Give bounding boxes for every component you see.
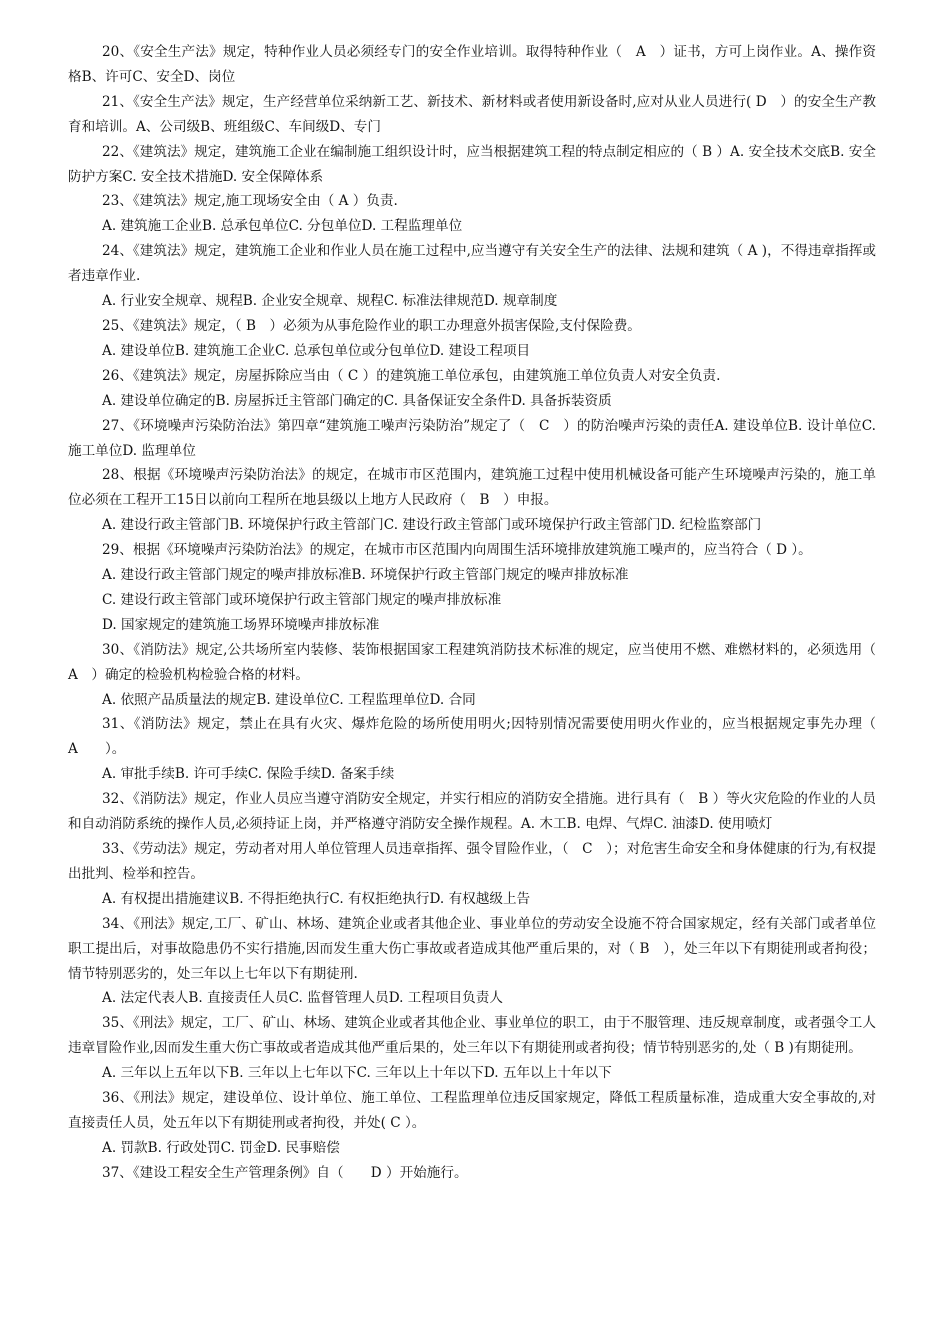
question-paragraph: 21、《安全生产法》规定，生产经营单位采纳新工艺、新技术、新材料或者使用新设备时,应对从业人员进行( D ）的安全生产教育和培训。A、公司级B、班组级C、车间级D、专门 — [68, 93, 876, 135]
question-paragraph: 31、《消防法》规定，禁止在具有火灾、爆炸危险的场所使用明火;因特别情况需要使用明火作业的，应当根据规定事先办理（ A ）。 — [68, 716, 890, 758]
answer-options: A. 行业安全规章、规程B. 企业安全规章、规程C. 标准法律规范D. 规章制度 — [102, 293, 558, 310]
question-paragraph: 34、《刑法》规定,工厂、矿山、林场、建筑企业或者其他企业、事业单位的劳动安全设施不符合国家规定，经有关部门或者单位职工提出后，对事故隐患仍不实行措施,因而发生重大伤亡事故或者造成其他严重后果的，对（ B ），处三年以下有期徒刑或者拘役；情节特别恶劣的，处三年以上七年以下有期徒刑. — [68, 915, 876, 982]
question-paragraph: 30、《消防法》规定,公共场所室内装修、装饰根据国家工程建筑消防技术标准的规定，应当使用不燃、难燃材料的，必须选用（ A ）确定的检验机构检验合格的材料。 — [68, 641, 876, 683]
question-paragraph: 36、《刑法》规定，建设单位、设计单位、施工单位、工程监理单位违反国家规定，降低工程质量标准，造成重大安全事故的,对直接责任人员，处五年以下有期徒刑或者拘役，并处( C ）。 — [68, 1090, 876, 1131]
answer-options: A. 审批手续B. 许可手续C. 保险手续D. 备案手续 — [102, 766, 395, 783]
answer-options: A. 法定代表人B. 直接责任人员C. 监督管理人员D. 工程项目负责人 — [102, 990, 503, 1007]
question-paragraph: 20、《安全生产法》规定，特种作业人员必须经专门的安全作业培训。取得特种作业（ A ）证书，方可上岗作业。A、操作资格B、许可C、安全D、岗位 — [68, 44, 876, 85]
question-paragraph: 29、根据《环境噪声污染防治法》的规定，在城市市区范围内向周围生活环境排放建筑施工噪声的，应当符合（ D ）。 — [102, 542, 812, 559]
question-paragraph: 24、《建筑法》规定，建筑施工企业和作业人员在施工过程中,应当遵守有关安全生产的法律、法规和建筑（ A )，不得违章指挥或者违章作业. — [68, 243, 876, 285]
question-paragraph: 22、《建筑法》规定，建筑施工企业在编制施工组织设计时，应当根据建筑工程的特点制定相应的（ B ）A. 安全技术交底B. 安全防护方案C. 安全技术措施D. 安全保障体系 — [68, 143, 876, 185]
answer-options: A. 建设行政主管部门规定的噪声排放标准B. 环境保护行政主管部门规定的噪声排放标准 — [102, 567, 629, 584]
question-paragraph: 37、《建设工程安全生产管理条例》自（ D ）开始施行。 — [102, 1164, 468, 1181]
question-paragraph: 26、《建筑法》规定，房屋拆除应当由（ C ）的建筑施工单位承包，由建筑施工单位负责人对安全负责. — [102, 367, 721, 384]
answer-options: A. 建设单位B. 建筑施工企业C. 总承包单位或分包单位D. 建设工程项目 — [102, 342, 531, 359]
question-paragraph: 33、《劳动法》规定，劳动者对用人单位管理人员违章指挥、强令冒险作业，（ C ）；对危害生命安全和身体健康的行为,有权提出批判、检举和控告。 — [68, 841, 876, 882]
answer-options: C. 建设行政主管部门或环境保护行政主管部门规定的噪声排放标准 — [102, 591, 502, 608]
document-body — [68, 40, 890, 1186]
answer-options: A. 有权提出措施建议B. 不得拒绝执行C. 有权拒绝执行D. 有权越级上告 — [102, 890, 531, 907]
question-paragraph: 25、《建筑法》规定，（ B ）必须为从事危险作业的职工办理意外损害保险,支付保险费。 — [102, 317, 641, 334]
answer-options: A. 建筑施工企业B. 总承包单位C. 分包单位D. 工程监理单位 — [102, 218, 463, 235]
question-paragraph: 23、《建筑法》规定,施工现场安全由（ A ）负责. — [102, 193, 398, 210]
answer-options: A. 建设单位确定的B. 房屋拆迁主管部门确定的C. 具备保证安全条件D. 具备拆装资质 — [102, 392, 612, 409]
answer-options: A. 三年以上五年以下B. 三年以上七年以下C. 三年以上十年以下D. 五年以上十年以下 — [102, 1065, 612, 1082]
question-paragraph: 32、《消防法》规定，作业人员应当遵守消防安全规定，并实行相应的消防安全措施。进行具有（ B ）等火灾危险的作业的人员和自动消防系统的操作人员,必须持证上岗，并严格遵守消防安全操作规程。A. 木工B. 电焊、气焊C. 油漆D. 使用喷灯 — [68, 791, 876, 833]
question-paragraph: 28、根据《环境噪声污染防治法》的规定，在城市市区范围内，建筑施工过程中使用机械设备可能产生环境噪声污染的，施工单位必须在工程开工15日以前向工程所在地县级以上地方人民政府（ B ）申报。 — [68, 467, 876, 509]
answer-options: D. 国家规定的建筑施工场界环境噪声排放标准 — [102, 616, 380, 633]
answer-options: A. 建设行政主管部门B. 环境保护行政主管部门C. 建设行政主管部门或环境保护行政主管部门D. 纪检监察部门 — [102, 517, 762, 534]
answer-options: A. 罚款B. 行政处罚C. 罚金D. 民事赔偿 — [102, 1139, 340, 1156]
question-paragraph: 27、《环境噪声污染防治法》第四章“建筑施工噪声污染防治”规定了（ C ）的防治噪声污染的责任A. 建设单位B. 设计单位C. 施工单位D. 监理单位 — [68, 417, 876, 459]
question-paragraph: 35、《刑法》规定，工厂、矿山、林场、建筑企业或者其他企业、事业单位的职工，由于不服管理、违反规章制度，或者强令工人违章冒险作业,因而发生重大伤亡事故或者造成其他严重后果的，处三年以下有期徒刑或者拘役；情节特别恶劣的,处（ B )有期徒刑。 — [68, 1015, 876, 1057]
answer-options: A. 依照产品质量法的规定B. 建设单位C. 工程监理单位D. 合同 — [102, 691, 476, 708]
